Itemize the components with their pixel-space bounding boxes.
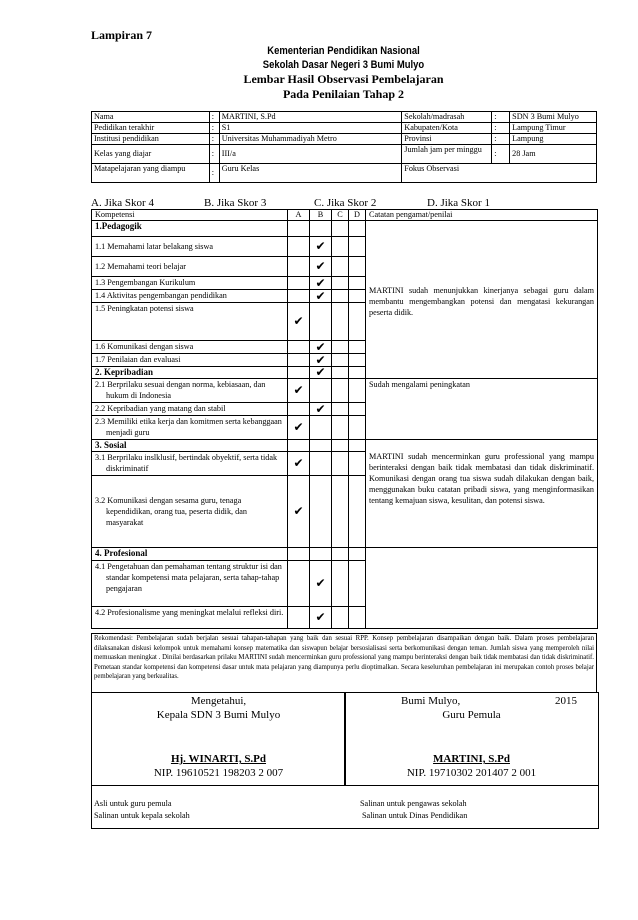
pendidikan-label: Pedidikan terakhir (92, 123, 210, 134)
colon: : (209, 112, 219, 123)
signature-left (91, 692, 346, 786)
kabupaten-value: Lampung Timur (510, 123, 597, 134)
check-icon: ✔ (288, 416, 310, 440)
item-3-2: 3.2 Komunikasi dengan sesama guru, tenaga kependidikan, orang tua, peserta didik, dan masyarakat (92, 476, 288, 548)
sig-left-nip: NIP. 19610521 198203 2 007 (153, 767, 284, 779)
header-title: Lembar Hasil Observasi Pembelajaran (243, 72, 444, 86)
score-b: B. Jika Skor 3 (204, 197, 267, 209)
signature-right (344, 692, 599, 786)
section-sosial: 3. Sosial (92, 440, 288, 452)
item-1-3: 1.3 Pengembangan Kurikulum (92, 277, 288, 290)
nama-label: Nama (92, 112, 210, 123)
kelas-value: III/a (219, 145, 402, 164)
note-sosial (366, 440, 598, 548)
col-d: D (349, 210, 366, 221)
dist-salinan-pengawas: Salinan untuk pengawas sekolah (360, 799, 467, 808)
item-1-2: 1.2 Memahami teori belajar (92, 257, 288, 277)
check-icon: ✔ (310, 607, 332, 629)
colon: : (492, 145, 510, 164)
col-catatan: Catatan pengamat/penilai (366, 210, 598, 221)
colon: : (492, 123, 510, 134)
sig-left-name: Hj. WINARTI, S.Pd (170, 753, 267, 765)
item-2-1: 2.1 Berprilaku sesuai dengan norma, kebiasaan, dan hukum di Indonesia (92, 379, 288, 403)
info-row (92, 164, 597, 183)
note-sosial-text: MARTINI sudah mencerminkan guru professional yang mampu berinteraksi dengan baik tidak membatasi dan tidak diskriminatif. Komunikasi dengan orang tua siswa sudah dilakukan dengan baik, menggunakan buku catatan pribadi siswa, yang menginformasikan tentang kemajuan siswa, kesulitan, dan potensi siswa. (369, 452, 594, 505)
colon: : (492, 112, 510, 123)
document-header (91, 44, 596, 102)
item-2-2: 2.2 Kepribadian yang matang dan stabil (92, 403, 288, 416)
teacher-info-table (91, 111, 597, 183)
item-1-1: 1.1 Memahami latar belakang siswa (92, 237, 288, 257)
check-icon: ✔ (310, 290, 332, 303)
dist-salinan-kepsek: Salinan untuk kepala sekolah (94, 811, 190, 820)
mapel-value: Guru Kelas (219, 164, 402, 183)
sig-right-year: 2015 (555, 695, 577, 707)
check-icon: ✔ (288, 303, 310, 341)
col-a: A (288, 210, 310, 221)
sig-right-position: Guru Pemula (442, 709, 501, 721)
item-4-2: 4.2 Profesionalisme yang meningkat melalui refleksi diri. (92, 607, 288, 629)
rekomendasi-box: Rekomendasi: Pembelajaran sudah berjalan sesuai tahapan-tahapan yang baik dan sesuai RPP. Konsep pembelajaran disampaikan dengan baik. Dalam proses pembelajaran dilaksanakan diskusi kelompok untuk memahami konsep matematika dan siswapun belajar bersosialisasi serta berkomunikasi dengan teman. Jumlah siswa yang memperoleh nilai memuaskan meningkat . Dinilai berdasarkan prilaku MARTINI sudah mencerminkan guru professional yang mampu berinteraksi dengan baik tidak membatasi dan tidak diskriminatif. Pemetaan standar kompetensi dan kompetensi dasar untuk mata pelajaran yang diampunya perlu dioptimalkan. Secara keseluruhan pembelajaran ini merupakan contoh proses belajar pembelajaran yang berkualitas. (91, 633, 597, 693)
colon: : (209, 145, 219, 164)
check-icon: ✔ (310, 277, 332, 290)
score-legend (91, 197, 597, 209)
header-school: Sekolah Dasar Negeri 3 Bumi Mulyo (262, 59, 425, 71)
fokus-label: Fokus Observasi (402, 164, 597, 183)
col-b: B (310, 210, 332, 221)
sig-right-nip: NIP. 19710302 201407 2 001 (406, 767, 537, 779)
info-row (92, 145, 597, 164)
header-ministry: Kementerian Pendidikan Nasional (267, 45, 420, 57)
note-pedagogik: MARTINI sudah menunjukkan kinerjanya sebagai guru dalam membantu mengembangkan potensi dan mengatasi kekurangan peserta didik. (369, 286, 594, 317)
item-1-7: 1.7 Penilaian dan evaluasi (92, 354, 288, 367)
item-1-6: 1.6 Komunikasi dengan siswa (92, 341, 288, 354)
info-row (92, 112, 597, 123)
dist-salinan-dinas: Salinan untuk Dinas Pendidikan (362, 811, 468, 820)
check-icon: ✔ (288, 379, 310, 403)
provinsi-value: Lampung (510, 134, 597, 145)
section-kepribadian: 2. Kepribadian (92, 367, 288, 379)
col-kompetensi: Kompetensi (92, 210, 288, 221)
check-icon: ✔ (288, 452, 310, 476)
section-profesional: 4. Profesional (92, 548, 288, 561)
score-a: A. Jika Skor 4 (91, 197, 154, 209)
note-cell (366, 221, 598, 379)
kelas-label: Kelas yang diajar (92, 145, 210, 164)
check-icon: ✔ (310, 561, 332, 607)
section-row (92, 221, 598, 237)
jam-label: Jumlah jam per minggu (402, 145, 492, 164)
section-row (92, 548, 598, 561)
distribution-box (91, 784, 599, 829)
competency-table (91, 209, 598, 629)
section-row (92, 440, 598, 452)
note-kepribadian: Sudah mengalami peningkatan (369, 380, 470, 389)
item-4-1: 4.1 Pengetahuan dan pemahaman tentang struktur isi dan standar kompetensi mata pelajaran, serta tahap-tahap pengajaran (92, 561, 288, 607)
check-icon: ✔ (310, 341, 332, 354)
table-header-row (92, 210, 598, 221)
info-row (92, 134, 597, 145)
section-pedagogik: 1.Pedagogik (92, 221, 288, 237)
mapel-label: Matapelajaran yang diampu (92, 164, 210, 183)
jam-value: 28 Jam (510, 145, 597, 164)
check-icon: ✔ (310, 354, 332, 367)
col-c: C (332, 210, 349, 221)
check-icon: ✔ (310, 403, 332, 416)
institusi-value: Universitas Muhammadiyah Metro (219, 134, 402, 145)
check-icon: ✔ (310, 367, 332, 379)
sig-right-name: MARTINI, S.Pd (433, 753, 510, 765)
header-subtitle: Pada Penilaian Tahap 2 (282, 87, 405, 101)
sekolah-value: SDN 3 Bumi Mulyo (510, 112, 597, 123)
item-2-3: 2.3 Memiliki etika kerja dan komitmen serta kebanggaan menjadi guru (92, 416, 288, 440)
table-row (92, 379, 598, 403)
dist-asli-guru: Asli untuk guru pemula (94, 799, 172, 808)
note-cell (366, 379, 598, 440)
check-icon: ✔ (310, 257, 332, 277)
check-icon: ✔ (288, 476, 310, 548)
kabupaten-label: Kabupaten/Kota (402, 123, 492, 134)
colon: : (492, 134, 510, 145)
sig-left-mengetahui: Mengetahui, (190, 695, 247, 707)
pendidikan-value: S1 (219, 123, 402, 134)
check-icon: ✔ (310, 237, 332, 257)
score-d: D. Jika Skor 1 (427, 197, 490, 209)
item-1-5: 1.5 Peningkatan potensi siswa (92, 303, 288, 341)
sekolah-label: Sekolah/madrasah (402, 112, 492, 123)
colon: : (209, 123, 219, 134)
colon: : (209, 164, 219, 183)
item-1-4: 1.4 Aktivitas pengembangan pendidikan (92, 290, 288, 303)
score-c: C. Jika Skor 2 (314, 197, 377, 209)
item-3-1: 3.1 Berprilaku inslklusif, bertindak obyektif, serta tidak diskriminatif (92, 452, 288, 476)
provinsi-label: Provinsi (402, 134, 492, 145)
info-row (92, 123, 597, 134)
sig-right-place: Bumi Mulyo, (401, 695, 461, 707)
institusi-label: Institusi pendidikan (92, 134, 210, 145)
lampiran-label: Lampiran 7 (91, 28, 153, 42)
nama-value: MARTINI, S.Pd (219, 112, 402, 123)
colon: : (209, 134, 219, 145)
sig-left-position: Kepala SDN 3 Bumi Mulyo (156, 709, 281, 721)
